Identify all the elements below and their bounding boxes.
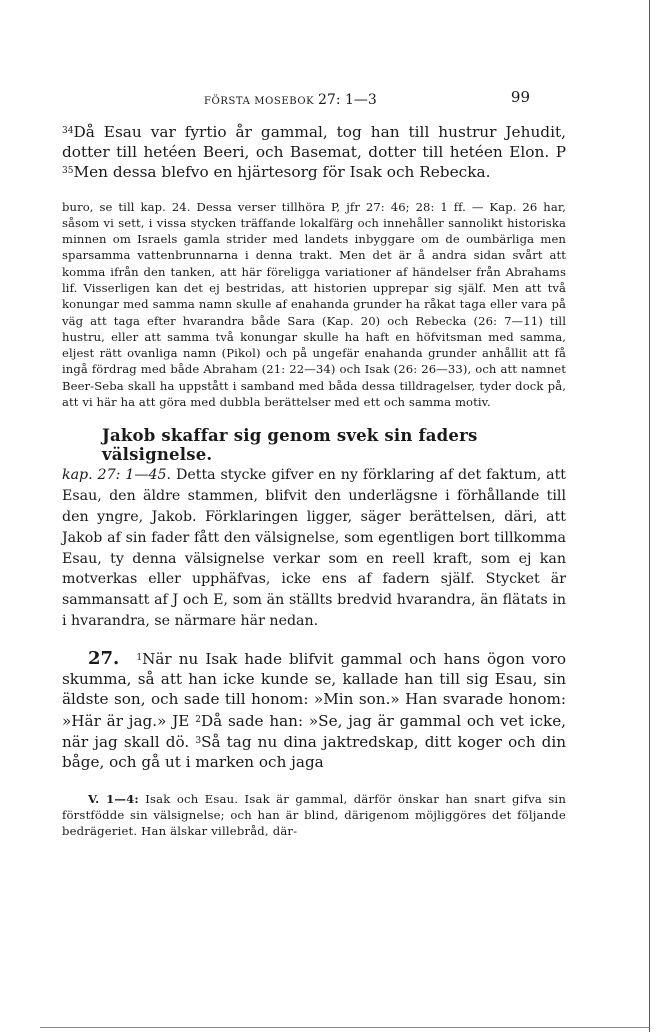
- verse-number-1: 1: [136, 652, 143, 663]
- chapter-reference: 27: 1—3: [318, 92, 377, 108]
- page-bottom-edge: [40, 1027, 650, 1028]
- verse-number-3: 3: [195, 735, 202, 746]
- verse-34-text: Då Esau var fyrtio år gammal, tog han till hustrur Jehudit, dotter till hetéen Beeri, och Basemat, dotter till hetéen Elon.: [62, 123, 566, 161]
- book-title: FÖRSTA MOSEBOK: [204, 96, 315, 107]
- source-mark-je: JE: [172, 711, 190, 730]
- verse-2-text: Då sade han: »Se, jag är gammal och vet icke, när jag skall dö.: [62, 711, 567, 751]
- chapter-number: 27.: [88, 647, 120, 669]
- verse-number-34: 34: [62, 126, 74, 136]
- verse-1-text: När nu Isak hade blifvit gammal och hans ögon voro skumma, så att han icke kunde se, kallade han till sig Esau, sin äldste son, och sade till honom: »Min son.» Han svarade honom: »Här är jag.»: [62, 649, 566, 730]
- verse-35-text: Men dessa blefvo en hjärtesorg för Isak och Rebecka.: [73, 163, 491, 181]
- verse-number-2: 2: [195, 714, 201, 725]
- verses-34-35: [62, 122, 566, 183]
- running-title: [204, 92, 377, 108]
- book-page: [62, 86, 566, 839]
- footnote-reference: V. 1—4:: [88, 791, 139, 806]
- verse-3-text: Så tag nu dina jaktredskap, ditt koger och din båge, och gå ut i marken och jaga: [62, 732, 566, 772]
- page-edge-line: [649, 0, 650, 1032]
- footnote-text: Isak och Esau. Isak är gammal, därför önskar han snart gifva sin förstfödde sin välsignelse; och han är blind, därigenom möjliggöres det följande bedrägeriet. Han älskar villebråd, där-: [62, 791, 566, 839]
- section-intro: [62, 465, 566, 631]
- section-intro-text: Detta stycke gifver en ny förklaring af det faktum, att Esau, den äldre stammen, blifvit den underlägsne i förhållande till den yngre, Jakob. Förklaringen ligger, säger berättelsen, däri, att Jakob af sin fader fått den välsignelse, som egentligen bort tillkomma Esau, ty denna välsignelse verkar som en reell kraft, som ej kan motverkas eller upphäfvas, icke ens af fadern själf. Stycket är sammansatt af J och E, som än ställts bredvid hvarandra, än flätats in i hvarandra, se närmare här nedan.: [62, 467, 566, 629]
- verse-number-35: 35: [62, 166, 74, 176]
- commentary-paragraph: buro, se till kap. 24. Dessa verser tillhöra P, jfr 27: 46; 28: 1 ff. — Kap. 26 har, såsom vi sett, i vissa stycken träffande lokalfärg och innehåller sannolikt historiska minnen om Israels gamla strider med landets inbyggare om de oumbärliga men sparsamma vattenbrunnarna i denna trakt. Men det är å andra sidan svårt att komma ifrån den tanken, att här föreligga variationer af händelser från Abrahams lif. Visserligen kan det ej bestridas, att historien upprepar sig själf. Men att två konungar med samma namn skulle af enahanda grunder ha råkat taga eller vara på väg att taga efter hvarandra både Sara (Kap. 20) och Rebecka (26: 7—11) till hustru, eller att samma två konungar skulle ha haft en höfvitsman med samma, eljest rätt ovanliga namn (Pikol) och på ungefär enahanda grunder anhållit att få ingå fördrag med både Abraham (21: 22—34) och Isak (26: 26—33), och att namnet Beer-Seba skall ha uppstått i samband med båda dessa tilldragelser, tyder dock på, att vi här ha att göra med dubbla berättelser med ett och samma motiv.: [62, 199, 566, 410]
- section-reference: kap. 27: 1—45.: [62, 467, 172, 484]
- chapter-27-text: [62, 648, 566, 773]
- running-head: [62, 86, 566, 112]
- page-number: 99: [510, 88, 530, 106]
- source-mark-p: P: [555, 142, 566, 161]
- footnote: [62, 791, 566, 840]
- section-heading: Jakob skaffar sig genom svek sin faders välsignelse.: [102, 426, 478, 465]
